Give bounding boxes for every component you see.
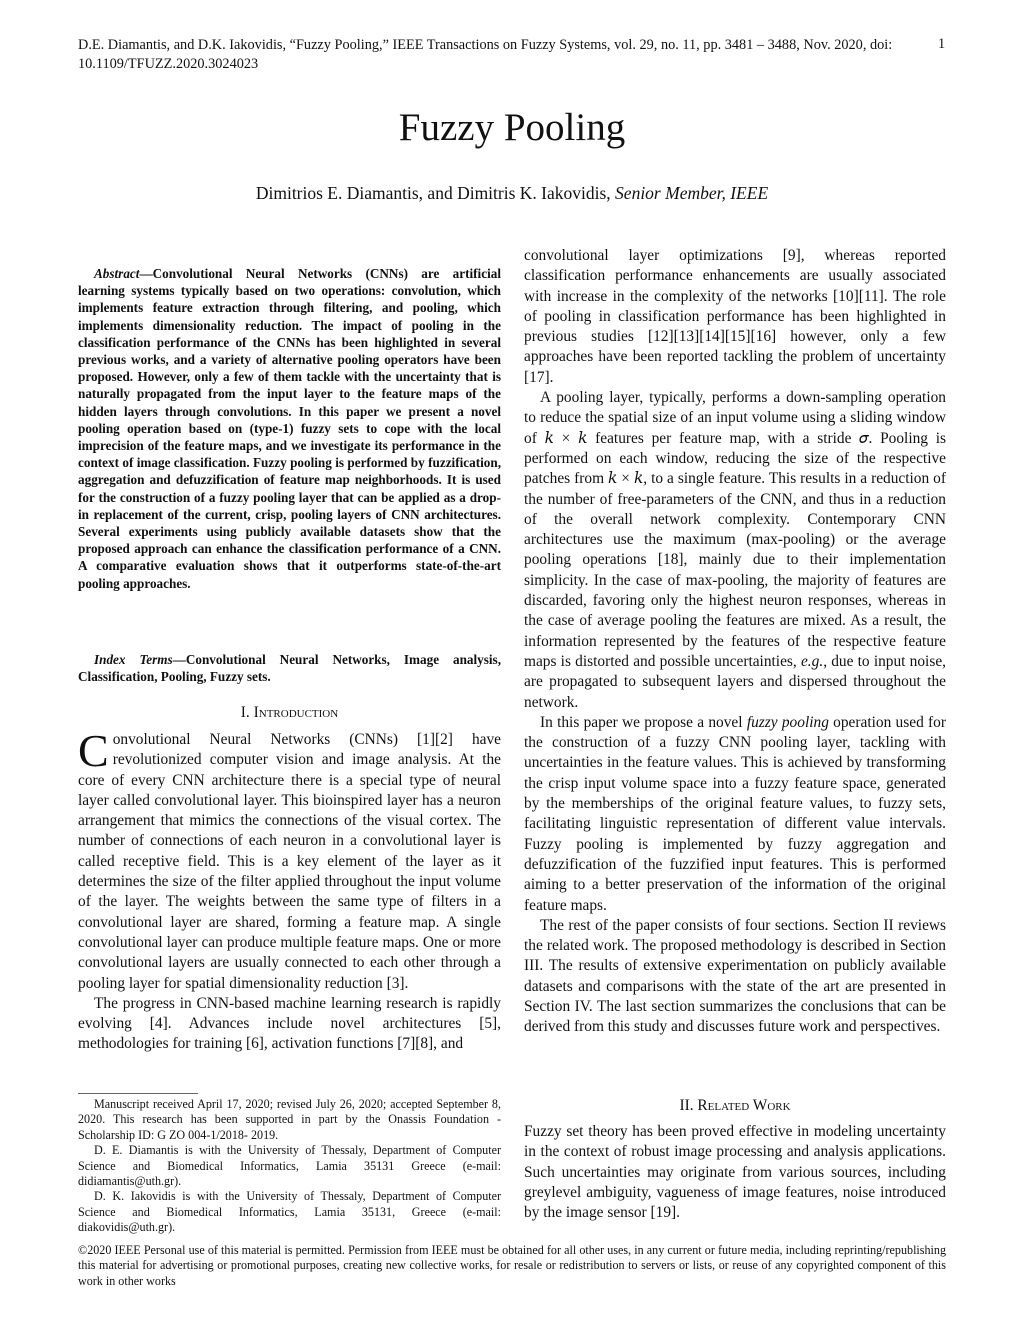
- introduction-body: [78, 725, 501, 1055]
- intro-paragraph-1: [78, 725, 501, 994]
- footnote-author-1: D. E. Diamantis is with the University of Thessaly, Department of Computer Science and Biomedical Informatics, Lamia 35131 Greece (e-mail: didiamantis@uth.gr).: [78, 1143, 501, 1189]
- related-work-body: [524, 1122, 946, 1223]
- section-2-numeral: II.: [679, 1097, 694, 1114]
- para3-emph: fuzzy pooling: [746, 713, 829, 731]
- para3-end: operation used for the construction of a fuzzy CNN pooling layer, tackling with uncertainties in the feature values. This is achieved by transforming the crisp input volume space into a fuzzy feature space, generated by the memberships of the original feature values, to fuzzy sets, facilitating linguistic representation of different value intervals. Fuzzy pooling is implemented by fuzzy aggregation and defuzzification of the fuzzified input features. This is performed aiming to a better preservation of the information of the original feature maps.: [524, 713, 946, 914]
- abstract-text: Convolutional Neural Networks (CNNs) are artificial learning systems typically based on two operations: convolution, which implements feature extraction through filtering, and pooling, which implements dimensionality reduction. The impact of pooling in the classification performance of the CNNs has been highlighted in several previous works, and a variety of alternative pooling operators have been proposed. However, only a few of them tackle with the uncertainty that is naturally propagated from the input layer to the feature maps of the hidden layers through convolutions. In this paper we present a novel pooling operation based on (type-1) fuzzy sets to cope with the local imprecision of the feature maps, and we investigate its performance in the context of image classification. Fuzzy pooling is performed by fuzzification, aggregation and defuzzification of feature map neighborhoods. It is used for the construction of a fuzzy pooling layer that can be applied as a drop-in replacement of the current, crisp, pooling layers of CNN architectures. Several experiments using publicly available datasets show that the proposed approach can enhance the classification performance of a CNN. A comparative evaluation shows that it outperforms state-of-the-art pooling approaches.: [78, 266, 501, 591]
- intro-para1-text: onvolutional Neural Networks (CNNs) [1][2] have revolutionized computer vision and image analysis. At the core of every CNN architecture there is a special type of neural layer called convolutional layer. This bioinspired layer has a neuron arrangement that mimics the connections of the visual cortex. The number of connections of each neuron in a convolutional layer is called receptive field. This is a key element of the layer as it determines the size of the filter applied throughout the input volume of the layer. The weights between the same type of filters in a convolutional layer are shared, forming a feature map. A single convolutional layer can produce multiple feature maps. One or more convolutional layers are usually connected to each other through a pooling layer for spatial dimensionality reduction [3].: [78, 731, 501, 992]
- page-number: 1: [938, 36, 946, 52]
- index-terms: [78, 651, 501, 685]
- index-terms-text: Convolutional Neural Networks, Image analysis, Classification, Pooling, Fuzzy sets.: [78, 652, 501, 685]
- authors: [0, 181, 1024, 205]
- author-role: Senior Member, IEEE: [615, 183, 769, 203]
- citation-header: D.E. Diamantis, and D.K. Iakovidis, “Fuzzy Pooling,” IEEE Transactions on Fuzzy Systems, vol. 29, no. 11, pp. 3481 – 3488, Nov. 2020, doi: 10.1109/TFUZZ.2020.3024023: [78, 37, 893, 72]
- right-column-body: [524, 246, 946, 1038]
- right-paragraph-1: convolutional layer optimizations [9], whereas reported classification performance enhancements are usually associated with increase in the complexity of the networks [10][11]. The role of pooling in classification performance has been highlighted in previous studies [12][13][14][15][16] however, only a few approaches have been reported tackling the problem of uncertainty [17].: [524, 247, 946, 386]
- para2-end: , due to input noise, are propagated to subsequent layers and dispersed throughout the network.: [524, 652, 946, 711]
- copyright-notice: ©2020 IEEE Personal use of this material is permitted. Permission from IEEE must be obtained for all other uses, in any current or future media, including reprinting/republishing this material for advertising or promotional purposes, creating new collective works, for resale or redistribution to servers or lists, or reuse of any copyrighted component of this work in other works: [78, 1243, 946, 1288]
- author-names: Dimitrios E. Diamantis, and Dimitris K. Iakovidis,: [255, 183, 616, 203]
- intro-paragraph-2: The progress in CNN-based machine learning research is rapidly evolving [4]. Advances include novel architectures [5], methodologies for training [6], activation functions [7][8], and: [78, 994, 501, 1053]
- index-terms-dash: —: [172, 652, 186, 667]
- drop-cap: C: [78, 725, 109, 776]
- section-heading-related-work: [524, 1097, 946, 1115]
- abstract-dash: —: [139, 266, 153, 281]
- right-paragraph-2: [524, 388, 946, 713]
- footnotes: [78, 1097, 501, 1236]
- footnote-rule: [78, 1093, 198, 1094]
- right-paragraph-3: [524, 713, 946, 916]
- abstract: [78, 265, 501, 592]
- section-2-title: Related Work: [697, 1097, 791, 1114]
- para3-start: In this paper we propose a novel: [540, 713, 747, 731]
- section-heading-introduction: [78, 704, 501, 722]
- related-work-paragraph-1: Fuzzy set theory has been proved effective in modeling uncertainty in the context of robust image processing and analysis applications. Such uncertainties may originate from various sources, including greylevel ambiguity, vagueness of image features, noise introduced by the image sensor [19].: [524, 1123, 946, 1222]
- para2-eg: e.g.: [800, 652, 824, 670]
- footnote-author-2: D. K. Iakovidis is with the University of Thessaly, Department of Computer Science and Biomedical Informatics, Lamia 35131, Greece (e-mail: diakovidis@uth.gr).: [78, 1189, 501, 1235]
- footnote-manuscript: Manuscript received April 17, 2020; revised July 26, 2020; accepted September 8, 2020. This research has been supported in part by the Onassis Foundation - Scholarship ID: G ZO 004-1/2018- 2019.: [78, 1097, 501, 1142]
- right-paragraph-4: The rest of the paper consists of four sections. Section II reviews the related work. The proposed methodology is described in Section III. The results of extensive experimentation on publicly available datasets and comparisons with the state of the art are presented in Section IV. The last section summarizes the conclusions that can be derived from this study and discusses future work and perspectives.: [524, 916, 946, 1036]
- para2-text: A pooling layer, typically, performs a down-sampling operation to reduce the spatial size of an input volume using a sliding window of 𝑘 × 𝑘 features per feature map, with a stride 𝜎. Pooling is performed on each window, reducing the size of the respective patches from 𝑘 × 𝑘, to a single feature. This results in a reduction of the number of free-parameters of the CNN, and thus in a reduction of the overall network complexity. Contemporary CNN architectures use the maximum (max-pooling) or the average pooling operations [18], mainly due to their implementation simplicity. In the case of max-pooling, the majority of features are discarded, favoring only the highest neuron responses, whereas in the case of average pooling the features are mixed. As a result, the information represented by the features of the respective feature maps is distorted and possible uncertainties,: [524, 389, 946, 670]
- section-1-numeral: I.: [240, 704, 250, 721]
- abstract-label: Abstract: [94, 266, 140, 281]
- paper-title: Fuzzy Pooling: [398, 106, 626, 149]
- index-terms-label: Index Terms: [94, 652, 173, 667]
- section-1-title: Introduction: [253, 704, 339, 721]
